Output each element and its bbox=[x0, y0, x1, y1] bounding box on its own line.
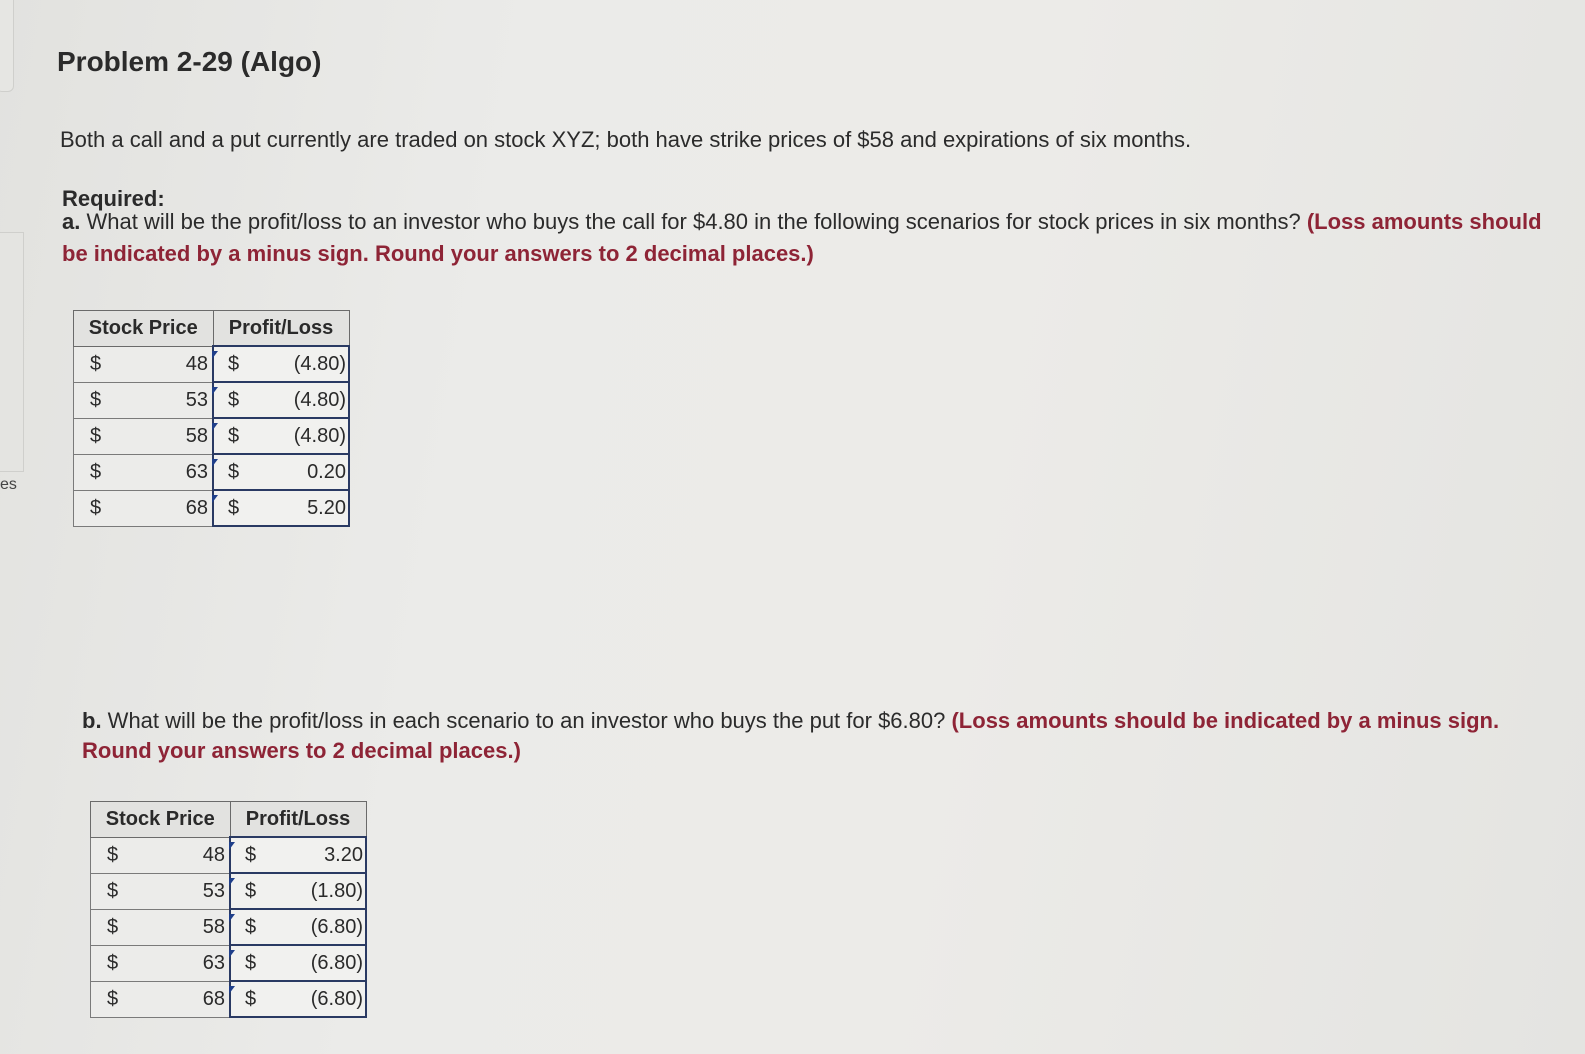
profit-loss-input[interactable] bbox=[213, 490, 349, 526]
column-header-stock-price: Stock Price bbox=[74, 311, 214, 347]
stock-price-cell bbox=[91, 837, 231, 873]
table-row bbox=[74, 346, 350, 382]
stock-price-value: 58 bbox=[185, 424, 208, 447]
stock-price-cell bbox=[91, 873, 231, 909]
currency-symbol: $ bbox=[245, 879, 257, 902]
column-header-stock-price: Stock Price bbox=[91, 802, 231, 838]
problem-title: Problem 2-29 (Algo) bbox=[57, 46, 322, 77]
answer-flag-icon bbox=[229, 914, 235, 922]
answer-flag-icon bbox=[229, 950, 235, 958]
stock-price-value: 53 bbox=[185, 388, 208, 411]
part-a-question bbox=[62, 206, 1542, 270]
profit-loss-value: (4.80) bbox=[293, 352, 346, 375]
column-header-profit-loss: Profit/Loss bbox=[213, 311, 349, 347]
currency-symbol: $ bbox=[228, 352, 240, 375]
table-row bbox=[91, 837, 367, 873]
stock-price-cell bbox=[91, 981, 231, 1017]
answer-flag-icon bbox=[229, 842, 235, 850]
stock-price-cell bbox=[74, 490, 214, 526]
profit-loss-input[interactable] bbox=[213, 418, 349, 454]
profit-loss-input[interactable] bbox=[213, 382, 349, 418]
currency-symbol: $ bbox=[107, 915, 119, 938]
profit-loss-value: (6.80) bbox=[310, 987, 363, 1010]
stock-price-cell bbox=[91, 909, 231, 945]
profit-loss-value: 5.20 bbox=[307, 496, 346, 519]
table-row bbox=[91, 945, 367, 981]
profit-loss-value: (4.80) bbox=[293, 388, 346, 411]
answer-flag-icon bbox=[212, 423, 218, 431]
stock-price-value: 68 bbox=[185, 496, 208, 519]
currency-symbol: $ bbox=[228, 424, 240, 447]
profit-loss-value: (1.80) bbox=[310, 879, 363, 902]
profit-loss-input[interactable] bbox=[213, 454, 349, 490]
currency-symbol: $ bbox=[90, 424, 102, 447]
answer-flag-icon bbox=[229, 986, 235, 994]
profit-loss-value: (4.80) bbox=[293, 424, 346, 447]
profit-loss-input[interactable] bbox=[213, 346, 349, 382]
stock-price-value: 68 bbox=[202, 987, 225, 1010]
left-panel-text-fragment: es bbox=[0, 476, 17, 493]
stock-price-value: 63 bbox=[202, 951, 225, 974]
currency-symbol: $ bbox=[107, 951, 119, 974]
stock-price-cell bbox=[74, 454, 214, 490]
profit-loss-input[interactable] bbox=[230, 837, 366, 873]
answer-flag-icon bbox=[212, 387, 218, 395]
profit-loss-input[interactable] bbox=[230, 873, 366, 909]
left-panel-edge-mid bbox=[0, 232, 24, 472]
stock-price-value: 48 bbox=[202, 843, 225, 866]
currency-symbol: $ bbox=[245, 951, 257, 974]
stock-price-value: 58 bbox=[202, 915, 225, 938]
stock-price-value: 63 bbox=[185, 460, 208, 483]
currency-symbol: $ bbox=[107, 879, 119, 902]
part-b-table bbox=[90, 801, 367, 1018]
part-a-question-text: What will be the profit/loss to an investor who buys the call for $4.80 in the following scenarios for stock prices in six months? bbox=[80, 209, 1307, 234]
part-a-table bbox=[73, 310, 350, 527]
currency-symbol: $ bbox=[90, 352, 102, 375]
stock-price-cell bbox=[74, 418, 214, 454]
table-row bbox=[91, 873, 367, 909]
currency-symbol: $ bbox=[228, 496, 240, 519]
profit-loss-input[interactable] bbox=[230, 945, 366, 981]
currency-symbol: $ bbox=[90, 388, 102, 411]
stock-price-cell bbox=[91, 945, 231, 981]
required-label: Required: bbox=[62, 186, 165, 211]
table-row bbox=[74, 490, 350, 526]
profit-loss-value: (6.80) bbox=[310, 951, 363, 974]
stock-price-cell bbox=[74, 346, 214, 382]
table-row bbox=[74, 454, 350, 490]
currency-symbol: $ bbox=[245, 915, 257, 938]
profit-loss-input[interactable] bbox=[230, 981, 366, 1017]
part-b-instruction: (Loss amounts should be indicated by a minus sign. Round your answers to 2 decimal places.) bbox=[82, 708, 1500, 763]
currency-symbol: $ bbox=[107, 843, 119, 866]
table-row bbox=[91, 981, 367, 1017]
part-b-question bbox=[82, 706, 1502, 766]
currency-symbol: $ bbox=[90, 460, 102, 483]
profit-loss-value: 3.20 bbox=[324, 843, 363, 866]
part-b-prefix: b. bbox=[82, 708, 102, 733]
table-row bbox=[91, 909, 367, 945]
currency-symbol: $ bbox=[90, 496, 102, 519]
currency-symbol: $ bbox=[107, 987, 119, 1010]
currency-symbol: $ bbox=[245, 987, 257, 1010]
answer-flag-icon bbox=[212, 495, 218, 503]
column-header-profit-loss: Profit/Loss bbox=[230, 802, 366, 838]
answer-flag-icon bbox=[229, 878, 235, 886]
table-row bbox=[74, 418, 350, 454]
answer-flag-icon bbox=[212, 459, 218, 467]
part-a-instruction: (Loss amounts should be indicated by a minus sign. Round your answers to 2 decimal places.) bbox=[62, 209, 1542, 266]
profit-loss-value: (6.80) bbox=[310, 915, 363, 938]
answer-flag-icon bbox=[212, 351, 218, 359]
stock-price-value: 48 bbox=[185, 352, 208, 375]
part-a-prefix: a. bbox=[62, 209, 81, 234]
stock-price-cell bbox=[74, 382, 214, 418]
currency-symbol: $ bbox=[228, 388, 240, 411]
part-b-question-text: What will be the profit/loss in each scenario to an investor who buys the put for $6.80? bbox=[101, 708, 952, 733]
profit-loss-input[interactable] bbox=[230, 909, 366, 945]
left-panel-edge-top bbox=[0, 0, 14, 92]
table-row bbox=[74, 382, 350, 418]
problem-intro: Both a call and a put currently are traded on stock XYZ; both have strike prices of $58 and expirations of six months. bbox=[60, 127, 1192, 152]
currency-symbol: $ bbox=[245, 843, 257, 866]
profit-loss-value: 0.20 bbox=[307, 460, 346, 483]
currency-symbol: $ bbox=[228, 460, 240, 483]
stock-price-value: 53 bbox=[202, 879, 225, 902]
